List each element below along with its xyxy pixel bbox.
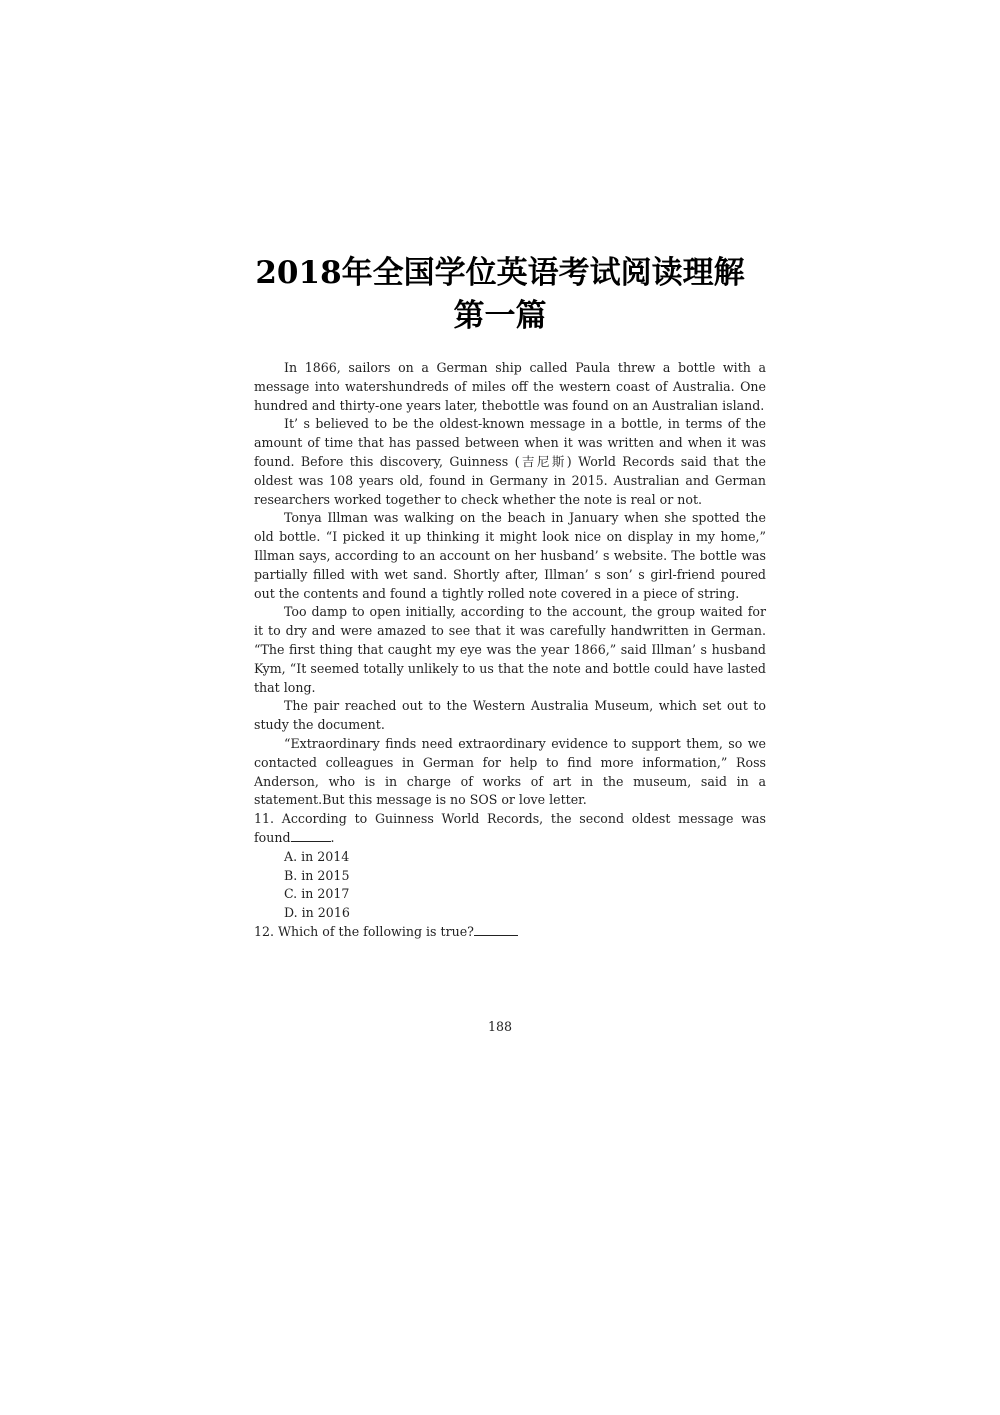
paragraph: The pair reached out to the Western Australia Museum, which set out to study the document. [254, 698, 766, 733]
answer-blank [291, 829, 331, 842]
document-subtitle: 第一篇 [453, 298, 547, 334]
paragraph: In 1866, sailors on a German ship called Paula threw a bottle with a message into watershundreds of miles off the western coast of Australia. One hundred and thirty-one years later, thebottle was found on an Australian island. [254, 360, 766, 413]
question-stem: 12. Which of the following is true? [254, 923, 474, 939]
paragraph: Too damp to open initially, according to the account, the group waited for it to dry and were amazed to see that it was carefully handwritten in German. “The first thing that caught my eye was the year 1866,” said Illman’ s husband Kym, “It seemed totally unlikely to us that the note and bottle could have lasted that long. [254, 604, 766, 695]
paragraph: It’ s believed to be the oldest-known message in a bottle, in terms of the amount of time that has passed between when it was written and when it was found. Before this discovery, Guinness (吉尼斯) World Records said that the oldest was 108 years old, found in Germany in 2015. Australian and German researchers worked together to check whether the note is real or not. [254, 416, 766, 507]
document-title: 2018年全国学位英语考试阅读理解 [255, 255, 745, 291]
answer-blank [474, 923, 518, 936]
option-d: D. in 2016 [284, 905, 350, 921]
passage-body [254, 359, 766, 942]
option-a: A. in 2014 [284, 848, 350, 864]
question-stem: 11. According to Guinness World Records, the second oldest message was found [254, 811, 766, 845]
paragraph: Tonya Illman was walking on the beach in January when she spotted the old bottle. “I picked it up thinking it might look nice on display in my home,” Illman says, according to an account on her husband’ s website. The bottle was partially filled with wet sand. Shortly after, Illman’ s son’ s girl-friend poured out the contents and found a tightly rolled note covered in a piece of string. [254, 510, 766, 601]
question-11 [254, 810, 766, 848]
question-stem-end: . [330, 829, 335, 845]
option-b: B. in 2015 [284, 867, 350, 883]
option-c: C. in 2017 [284, 886, 350, 902]
paragraph: “Extraordinary finds need extraordinary evidence to support them, so we contacted colleagues in German for help to find more information,” Ross Anderson, who is in charge of works of art in the museum, said in a statement.But this message is no SOS or love letter. [254, 735, 766, 808]
question-12 [254, 923, 766, 942]
page-number: 188 [487, 1019, 513, 1034]
